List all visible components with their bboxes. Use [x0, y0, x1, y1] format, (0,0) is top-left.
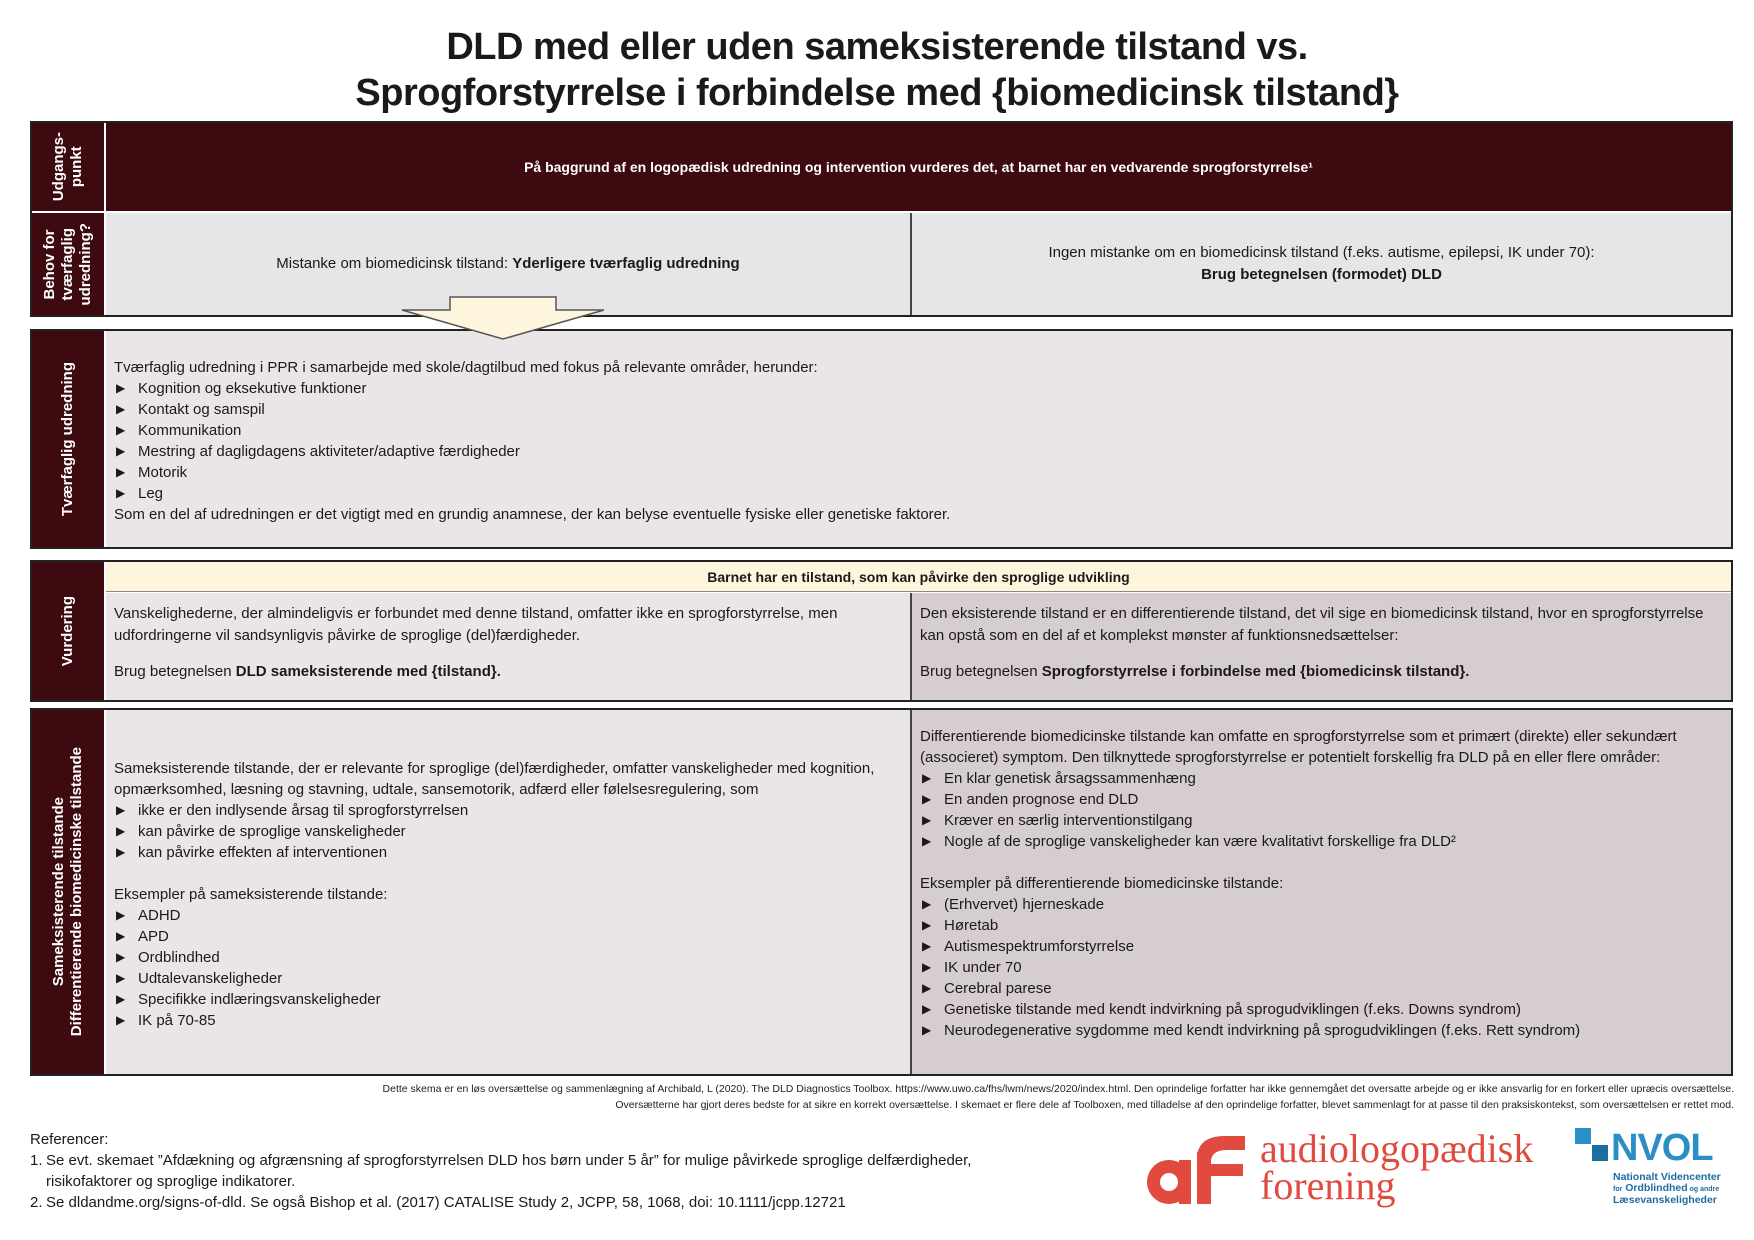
- reference-item: 1. Se evt. skemaet ”Afdækning og afgrænsning af sprogforstyrrelsen DLD hos børn under 5 år” for mulige påvirkede sproglige delfærdigheder, risikofaktorer og sproglige indikatorer.: [30, 1152, 972, 1190]
- list-item: ▶ (Erhvervet) hjerneskade: [920, 894, 1723, 915]
- nvol-subtitle: Nationalt Videncenter for Ordblindhed og andre Læsevanskeligheder: [1613, 1171, 1721, 1206]
- list-item: ▶ En klar genetisk årsagssammenhæng: [920, 768, 1723, 789]
- nvol-square-icon: [1592, 1145, 1608, 1161]
- conditions-section: [30, 708, 1733, 1076]
- references-list: [30, 1150, 990, 1213]
- list-item: ▶ Kommunikation: [114, 420, 1723, 441]
- af-logo-line-1: audiologopædisk: [1260, 1126, 1534, 1171]
- af-logo-line-2: forening: [1260, 1163, 1396, 1208]
- list-item: ▶ Kræver en særlig interventionstilgang: [920, 810, 1723, 831]
- interdisciplinary-assessment-section: [30, 329, 1733, 549]
- evaluation-section: [30, 560, 1733, 702]
- page-title: [0, 24, 1754, 116]
- title-line-2: Sprogforstyrrelse i forbindelse med {biomedicinsk tilstand}: [355, 72, 1399, 114]
- list-item: ▶ Ordblindhed: [114, 947, 902, 968]
- audiologopaedisk-forening-logo: [1145, 1126, 1575, 1210]
- starting-point-banner: På baggrund af en logopædisk udredning og intervention vurderes det, at barnet har en vedvarende sprogforstyrrelse¹: [106, 123, 1731, 211]
- reference-item: 2. Se dldandme.org/signs-of-dld. Se også Bishop et al. (2017) CATALISE Study 2, JCPP, 58, 1068, doi: 10.1111/jcpp.12721: [30, 1194, 846, 1211]
- nvol-logo: [1575, 1128, 1735, 1218]
- co-occurring-criteria-list: [114, 800, 902, 863]
- list-item: ▶ Leg: [114, 483, 1723, 504]
- nvol-wordmark: NVOL: [1611, 1127, 1713, 1169]
- evaluation-header: Barnet har en tilstand, som kan påvirke den sproglige udvikling: [106, 562, 1731, 592]
- list-item: ▶ Mestring af dagligdagens aktiviteter/adaptive færdigheder: [114, 441, 1723, 462]
- list-item: ▶ Kognition og eksekutive funktioner: [114, 378, 1723, 399]
- co-occurring-evaluation-cell: Vanskelighederne, der almindeligvis er forbundet med denne tilstand, omfatter ikke en sprogforstyrrelse, men udfordringerne vil sandsynligvis påvirke de sproglige (del)færdigheder. Brug betegnelsen DLD sameksisterende med {tilstand}.: [106, 593, 910, 700]
- list-item: ▶ Cerebral parese: [920, 978, 1723, 999]
- side-label-conditions: Sameksisterende tilstande Differentierende biomedicinske tilstande: [32, 710, 104, 1074]
- list-item: ▶ IK under 70: [920, 957, 1723, 978]
- side-label-starting-point: Udgangs- punkt: [32, 123, 104, 211]
- interdisciplinary-content: [106, 331, 1731, 547]
- list-item: ▶ ADHD: [114, 905, 902, 926]
- list-item: ▶ Neurodegenerative sygdomme med kendt indvirkning på sprogudviklingen (f.eks. Rett syndrom): [920, 1020, 1723, 1041]
- af-logo-mark-icon: [1145, 1134, 1255, 1206]
- list-item: ▶ kan påvirke effekten af interventionen: [114, 842, 902, 863]
- interdisciplinary-intro: Tværfaglig udredning i PPR i samarbejde med skole/dagtilbud med fokus på relevante områder, herunder:: [114, 359, 818, 376]
- differentiating-examples-list: [920, 894, 1723, 1041]
- side-label-need-assessment: Behov for tværfaglig udredning?: [32, 213, 104, 315]
- list-item: ▶ IK på 70-85: [114, 1010, 902, 1031]
- references-title: Referencer:: [30, 1131, 109, 1148]
- list-item: ▶ APD: [114, 926, 902, 947]
- list-item: ▶ kan påvirke de sproglige vanskeligheder: [114, 821, 902, 842]
- differentiating-evaluation-cell: Den eksisterende tilstand er en differentierende tilstand, det vil sige en biomedicinsk tilstand, hvor en sprogforstyrrelse kan opstå som en del af et komplekst mønster af funktionsnedsættelser: Brug betegnelsen Sprogforstyrrelse i forbindelse med {biomedicinsk tilstand}.: [912, 593, 1731, 700]
- list-item: ▶ Autismespektrumforstyrrelse: [920, 936, 1723, 957]
- suspicion-cell: Mistanke om biomedicinsk tilstand: Yderligere tværfaglig udredning: [106, 213, 910, 315]
- title-line-1: DLD med eller uden sameksisterende tilstand vs.: [446, 26, 1308, 68]
- down-arrow-icon: [400, 296, 606, 340]
- focus-areas-list: [114, 378, 1723, 504]
- list-item: ▶ Motorik: [114, 462, 1723, 483]
- list-item: ▶ Høretab: [920, 915, 1723, 936]
- differentiating-conditions-cell: Differentierende biomedicinske tilstande kan omfatte en sprogforstyrrelse som et primært (direkte) eller sekundært (associeret) symptom. Den tilknyttede sprogforstyrrelse er potentielt forskellig fra DLD på en eller flere områder: ▶ En klar genetisk årsagssammenhæng ▶ En anden prognose end DLD ▶ Kræver en særlig interventionstilgang ▶ Nogle af de sproglige vanskeligheder kan være kvalitativt forskellige fra DLD² Eksempler på differentierende biomedicinske tilstande: ▶ (Erhvervet) hjerneskade ▶ Høretab ▶ Autismespektrumforstyrrelse ▶ IK under 70 ▶ Cerebral parese ▶ Genetiske tilstande med kendt indvirkning på sprogudviklingen (f.eks. Downs syndrom) ▶ Neurodegenerative sygdomme med kendt indvirkning på sprogudviklingen (f.eks. Rett syndrom): [912, 710, 1731, 1074]
- list-item: ▶ Genetiske tilstande med kendt indvirkning på sprogudviklingen (f.eks. Downs syndrom): [920, 999, 1723, 1020]
- list-item: ▶ Nogle af de sproglige vanskeligheder kan være kvalitativt forskellige fra DLD²: [920, 831, 1723, 852]
- list-item: ▶ Udtalevanskeligheder: [114, 968, 902, 989]
- co-occurring-examples-list: [114, 905, 902, 1031]
- differentiating-criteria-list: [920, 768, 1723, 852]
- differentiating-examples-title: Eksempler på differentierende biomedicinske tilstande:: [920, 875, 1284, 892]
- co-occurring-conditions-cell: Sameksisterende tilstande, der er relevante for sproglige (del)færdigheder, omfatter vanskeligheder med kognition, opmærksomhed, læsning og stavning, udtale, sansemotorik, adfærd eller følelsesregulering, som ▶ ikke er den indlysende årsag til sprogforstyrrelsen ▶ kan påvirke de sproglige vanskeligheder ▶ kan påvirke effekten af interventionen Eksempler på sameksisterende tilstande: ▶ ADHD ▶ APD ▶ Ordblindhed ▶ Udtalevanskeligheder ▶ Specifikke indlæringsvanskeligheder ▶ IK på 70-85: [106, 710, 910, 1074]
- no-suspicion-cell: Ingen mistanke om en biomedicinsk tilstand (f.eks. autisme, epilepsi, IK under 70): Brug betegnelsen (formodet) DLD: [912, 213, 1731, 315]
- nvol-square-icon: [1575, 1128, 1591, 1144]
- translation-footnote: Dette skema er en løs oversættelse og sammenlægning af Archibald, L (2020). The DLD Diagnostics Toolbox. https://www.uwo.ca/fhs/lwm/news/2020/index.html. Den oprindelige forfatter har ikke gennemgået det oversatte arbejde og er ikke ansvarlig for en forkert eller upræcis oversættelse. Oversætterne har gjort deres bedste for at sikre en korrekt oversættelse. I skemaet er flere dele af Toolboxen, med tilladelse af den oprindelige forfatter, blevet sammenlagt for at passe til den praksiskontekst, som oversættelsen er rettet mod.: [382, 1083, 1734, 1111]
- list-item: ▶ ikke er den indlysende årsag til sprogforstyrrelsen: [114, 800, 902, 821]
- co-occurring-examples-title: Eksempler på sameksisterende tilstande:: [114, 886, 388, 903]
- list-item: ▶ Specifikke indlæringsvanskeligheder: [114, 989, 902, 1010]
- side-label-evaluation: Vurdering: [32, 562, 104, 700]
- list-item: ▶ Kontakt og samspil: [114, 399, 1723, 420]
- side-label-interdisciplinary: Tværfaglig udredning: [32, 331, 104, 547]
- references: [30, 1129, 990, 1213]
- list-item: ▶ En anden prognose end DLD: [920, 789, 1723, 810]
- starting-point-section: [30, 121, 1733, 317]
- interdisciplinary-outro: Som en del af udredningen er det vigtigt med en grundig anamnese, der kan belyse eventuelle fysiske eller genetiske faktorer.: [114, 506, 951, 523]
